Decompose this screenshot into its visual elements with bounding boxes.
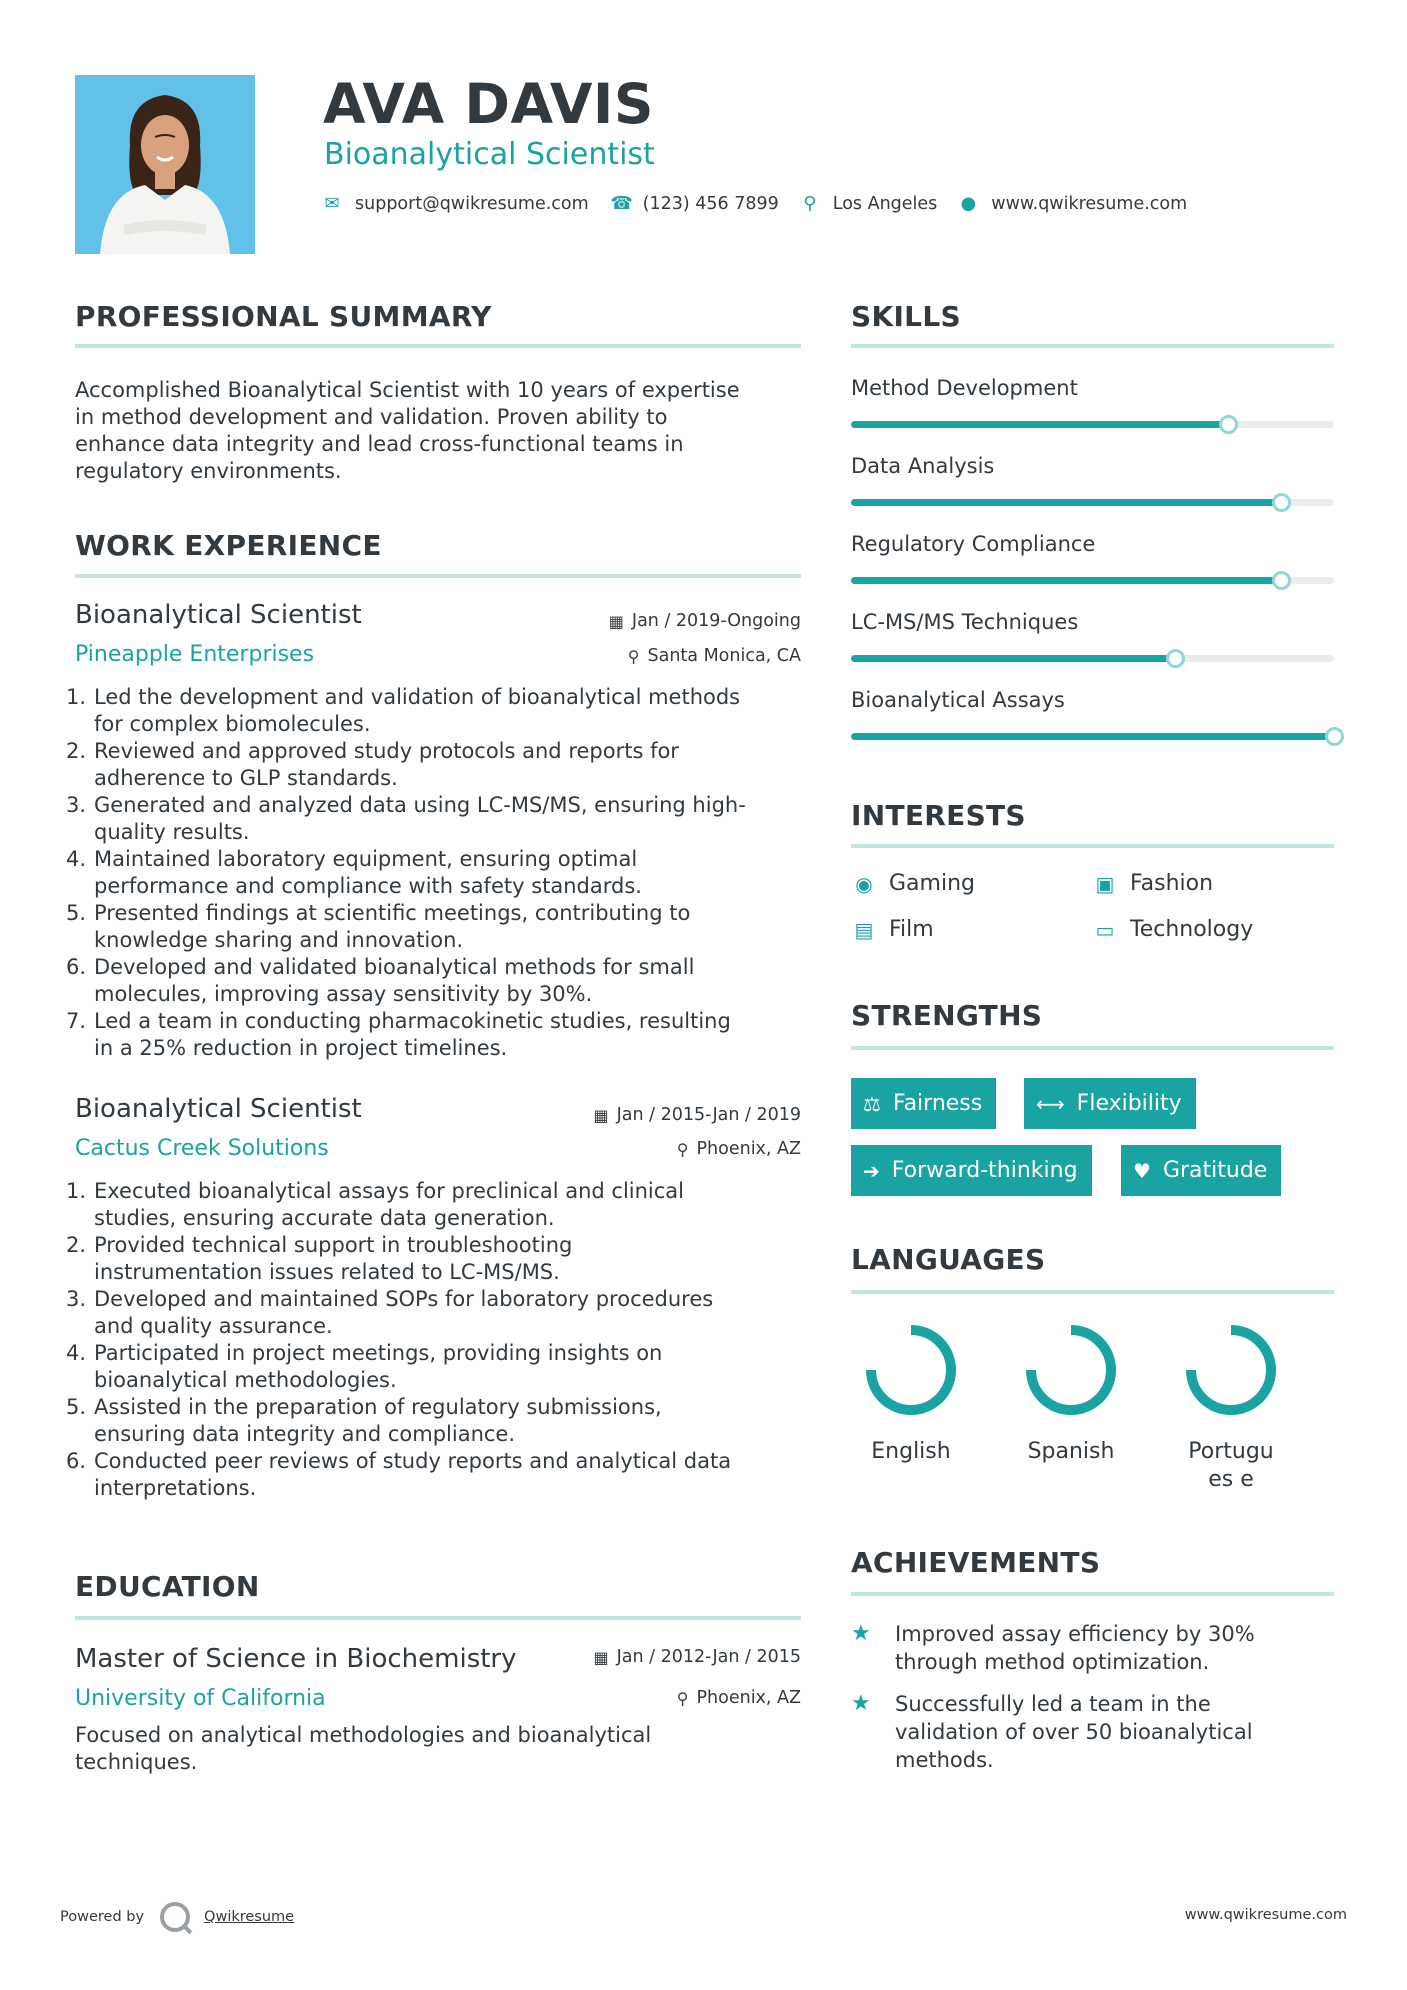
education-location [677,1688,801,1708]
strengths-divider [851,1046,1334,1050]
list-item: 3. Generated and analyzed data using LC-MS/MS, ensuring high- quality results. [75,792,815,846]
education-dates [594,1647,801,1667]
summary-line: regulatory environments. [75,459,342,483]
list-line: Developed and maintained SOPs for laboratory procedures [94,1287,714,1311]
list-item: 1. Executed bioanalytical assays for preclinical and clinical studies, ensuring accurate data generation. [75,1178,815,1232]
list-item: 4. Maintained laboratory equipment, ensuring optimal performance and compliance with safety standards. [75,846,815,900]
skill-bar-fill [851,421,1228,428]
achievement-line: validation of over 50 bioanalytical [895,1720,1253,1744]
list-line: Conducted peer reviews of study reports and analytical data [94,1449,732,1473]
list-line: Participated in project meetings, providing insights on [94,1341,663,1365]
skill-bar-fill [851,577,1281,584]
skills-divider [851,344,1334,348]
job-title: Bioanalytical Scientist [75,1094,362,1124]
skill-bar-knob [1272,493,1291,512]
strength-tag [851,1078,996,1129]
phone-icon: ☎ [610,193,634,214]
contact-bar [323,193,1209,214]
strength-tag [1121,1145,1281,1196]
skill-label: LC-MS/MS Techniques [851,610,1079,634]
list-item: 6. Conducted peer reviews of study reports and analytical data interpretations. [75,1448,815,1502]
summary-line: enhance data integrity and lead cross-functional teams in [75,432,684,456]
shopping-bag-icon: ▣ [1095,871,1115,896]
languages-divider [851,1290,1334,1294]
summary-line: in method development and validation. Proven ability to [75,405,668,429]
education-divider [75,1616,801,1620]
job-responsibilities [66,684,815,1062]
experience-divider [75,574,801,578]
skill-bar-fill [851,733,1334,740]
list-item: 5. Presented findings at scientific meetings, contributing to knowledge sharing and innovation. [75,900,815,954]
list-line: Presented findings at scientific meetings, contributing to [94,901,691,925]
contact-email[interactable] [323,193,589,214]
strength-label: Forward-thinking [891,1158,1078,1183]
achievement-item [851,1620,1291,1676]
skill-label: Bioanalytical Assays [851,688,1065,712]
interest-label: Technology [1130,917,1254,942]
powered-by-text: Powered by [60,1909,145,1925]
arrow-right-icon: ➔ [863,1158,880,1183]
list-line: knowledge sharing and innovation. [94,928,464,952]
pin-icon: ⚲ [627,646,640,666]
skill-label: Method Development [851,376,1078,400]
job-dates [594,1105,801,1125]
interest-item [1092,871,1213,896]
language-name: Spanish [1027,1439,1115,1464]
arrows-horizontal-icon: ⟷ [1036,1091,1065,1116]
achievement-item [851,1690,1291,1774]
contact-email-text: support@qwikresume.com [355,193,589,214]
summary-line: Accomplished Bioanalytical Scientist with 10 years of expertise [75,378,740,402]
list-line: performance and compliance with safety standards. [94,874,642,898]
calendar-icon: ▦ [593,1105,609,1125]
list-line: Assisted in the preparation of regulatory submissions, [94,1395,662,1419]
calendar-icon: ▦ [608,611,624,631]
list-line: molecules, improving assay sensitivity by 30%. [94,982,593,1006]
skill-bar [851,421,1334,428]
strength-tag [1024,1078,1196,1129]
summary-divider [75,344,801,348]
interests-heading: INTERESTS [851,799,1026,832]
company-name: Cactus Creek Solutions [75,1136,329,1161]
education-heading: EDUCATION [75,1570,260,1603]
qwikresume-logo-icon [160,1902,190,1932]
degree-title: Master of Science in Biochemistry [75,1644,517,1674]
skill-bar-fill [851,655,1175,662]
contact-location [801,193,938,214]
envelope-icon: ✉ [324,193,340,214]
job-location [628,646,801,666]
skill-bar-knob [1219,415,1238,434]
job-location [677,1139,801,1159]
achievements-divider [851,1592,1334,1596]
pin-icon: ⚲ [676,1139,689,1159]
job-dates-text: Jan / 2019-Ongoing [631,611,801,631]
strengths-heading: STRENGTHS [851,999,1043,1032]
star-icon: ★ [851,1691,871,1716]
language-item [1001,1322,1141,1466]
education-dates-text: Jan / 2012-Jan / 2015 [616,1647,801,1667]
school-name: University of California [75,1686,326,1711]
footer-url[interactable]: www.qwikresume.com [1184,1907,1347,1923]
contact-website-text: www.qwikresume.com [991,193,1188,214]
candidate-title: Bioanalytical Scientist [324,137,655,172]
strength-label: Flexibility [1076,1091,1182,1116]
language-level-ring [863,1322,959,1418]
skill-bar-knob [1325,727,1344,746]
skill-bar [851,655,1334,662]
strength-label: Gratitude [1162,1158,1268,1183]
job-title: Bioanalytical Scientist [75,600,362,630]
list-line: studies, ensuring accurate data generation. [94,1206,555,1230]
job-location-text: Santa Monica, CA [647,646,801,666]
heart-icon: ♥ [1133,1158,1151,1183]
contact-phone-text: (123) 456 7899 [642,193,779,214]
balance-scale-icon: ⚖ [863,1091,881,1116]
education-location-text: Phoenix, AZ [696,1688,801,1708]
interest-item [851,871,975,896]
achievements-heading: ACHIEVEMENTS [851,1546,1101,1579]
list-line: Led the development and validation of bioanalytical methods [94,685,741,709]
job-location-text: Phoenix, AZ [696,1139,801,1159]
list-line: Provided technical support in troubleshooting [94,1233,573,1257]
list-line: for complex biomolecules. [94,712,371,736]
skill-bar [851,733,1334,740]
list-line: instrumentation issues related to LC-MS/MS. [94,1260,560,1284]
interest-item [851,917,934,942]
contact-phone[interactable] [611,193,779,214]
skill-label: Data Analysis [851,454,995,478]
list-line: interpretations. [94,1476,257,1500]
summary-text [75,377,801,485]
language-level-ring [1023,1322,1119,1418]
profile-photo [75,75,255,254]
achievement-line: Successfully led a team in the [895,1692,1211,1716]
language-item [841,1322,981,1466]
interest-label: Gaming [889,871,975,896]
education-description [75,1722,801,1776]
list-line: and quality assurance. [94,1314,333,1338]
contact-website[interactable] [959,193,1187,214]
skill-label: Regulatory Compliance [851,532,1096,556]
list-line: in a 25% reduction in project timelines. [94,1036,508,1060]
job-responsibilities [66,1178,815,1502]
interest-label: Fashion [1130,871,1214,896]
list-item: 6. Developed and validated bioanalytical methods for small molecules, improving assay sensitivity by 30%. [75,954,815,1008]
globe-icon: ● [960,193,977,214]
brand-link[interactable]: Qwikresume [204,1909,295,1925]
list-item: 1. Led the development and validation of bioanalytical methods for complex biomolecules. [75,684,815,738]
interest-item [1092,917,1253,942]
interests-divider [851,844,1334,848]
skill-bar-knob [1272,571,1291,590]
skill-bar [851,499,1334,506]
calendar-icon: ▦ [593,1647,609,1667]
strength-label: Fairness [892,1091,983,1116]
gamepad-icon: ◉ [855,871,873,896]
strength-tag [851,1145,1092,1196]
list-item: 2. Provided technical support in troubleshooting instrumentation issues related to LC-MS/MS. [75,1232,815,1286]
list-line: bioanalytical methodologies. [94,1368,397,1392]
list-item: 5. Assisted in the preparation of regulatory submissions, ensuring data integrity and compliance. [75,1394,815,1448]
list-line: Executed bioanalytical assays for preclinical and clinical [94,1179,685,1203]
candidate-name: AVA DAVIS [323,72,655,136]
list-item: 2. Reviewed and approved study protocols and reports for adherence to GLP standards. [75,738,815,792]
map-pin-icon: ⚲ [803,193,817,214]
skill-bar-fill [851,499,1281,506]
list-item: 3. Developed and maintained SOPs for laboratory procedures and quality assurance. [75,1286,815,1340]
list-line: quality results. [94,820,250,844]
language-name: English [871,1439,951,1464]
education-line: techniques. [75,1750,198,1774]
footer-branding [60,1902,294,1932]
interest-label: Film [889,917,934,942]
pin-icon: ⚲ [676,1688,689,1708]
list-item: 7. Led a team in conducting pharmacokinetic studies, resulting in a 25% reduction in project timelines. [75,1008,815,1062]
list-line: Maintained laboratory equipment, ensuring optimal [94,847,638,871]
summary-heading: PROFESSIONAL SUMMARY [75,300,492,333]
list-line: Generated and analyzed data using LC-MS/MS, ensuring high- [94,793,746,817]
list-line: Reviewed and approved study protocols and reports for [94,739,679,763]
list-item: 4. Participated in project meetings, providing insights on bioanalytical methodologies. [75,1340,815,1394]
language-level-ring [1183,1322,1279,1418]
skills-heading: SKILLS [851,300,961,333]
list-line: ensuring data integrity and compliance. [94,1422,516,1446]
star-icon: ★ [851,1621,871,1646]
achievement-line: through method optimization. [895,1650,1210,1674]
company-name: Pineapple Enterprises [75,642,315,667]
contact-location-text: Los Angeles [832,193,938,214]
list-line: Led a team in conducting pharmacokinetic studies, resulting [94,1009,731,1033]
experience-heading: WORK EXPERIENCE [75,529,382,562]
list-line: adherence to GLP standards. [94,766,398,790]
film-icon: ▤ [854,917,874,942]
skill-bar-knob [1166,649,1185,668]
list-line: Developed and validated bioanalytical methods for small [94,955,695,979]
job-dates [609,611,801,631]
laptop-icon: ▭ [1095,917,1115,942]
education-line: Focused on analytical methodologies and bioanalytical [75,1723,652,1747]
languages-heading: LANGUAGES [851,1243,1046,1276]
language-name: Portugues e [1188,1439,1274,1492]
achievement-line: Improved assay efficiency by 30% [895,1622,1255,1646]
skill-bar [851,577,1334,584]
job-dates-text: Jan / 2015-Jan / 2019 [616,1105,801,1125]
language-item [1161,1322,1301,1494]
achievement-line: methods. [895,1748,994,1772]
